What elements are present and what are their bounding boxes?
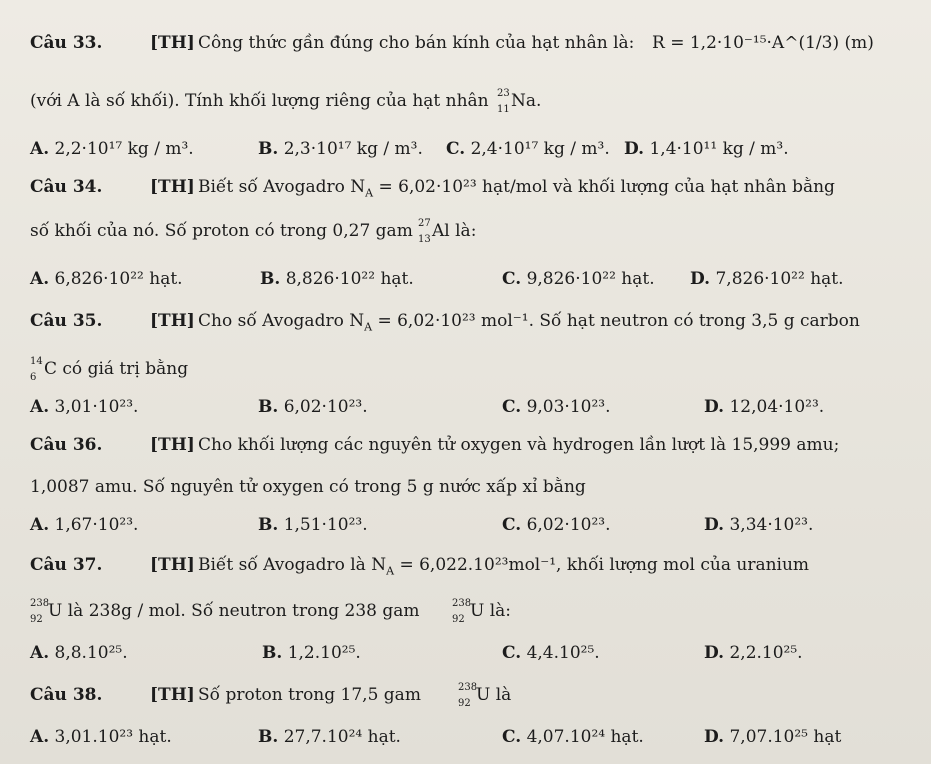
q38-nuclide-z: 92 bbox=[458, 698, 471, 709]
q37-option-d-letter: D. bbox=[704, 643, 725, 663]
q38-option-b-letter: B. bbox=[258, 727, 279, 747]
q38-option-c bbox=[502, 726, 644, 748]
q35-option-b bbox=[258, 396, 368, 418]
q33-option-a-text: 2,2·10¹⁷ kg / m³. bbox=[54, 139, 194, 159]
q33-option-b-text: 2,3·10¹⁷ kg / m³. bbox=[283, 139, 423, 159]
q38-option-a bbox=[30, 726, 172, 748]
q33-option-a bbox=[30, 138, 194, 160]
q35-option-d-text: 12,04·10²³. bbox=[729, 397, 825, 417]
q38-stem: Số proton trong 17,5 gam bbox=[198, 685, 421, 705]
q33-nuclide bbox=[497, 88, 542, 115]
q34-number: Câu 34. bbox=[30, 177, 103, 197]
q36-option-b bbox=[258, 514, 368, 536]
q33-number: Câu 33. bbox=[30, 33, 103, 53]
q37-number: Câu 37. bbox=[30, 555, 103, 575]
q36-option-a-text: 1,67·10²³. bbox=[54, 515, 139, 535]
q34-option-d bbox=[690, 268, 844, 290]
q38-option-d bbox=[704, 726, 841, 748]
q34-option-a bbox=[30, 268, 183, 290]
q37-option-a-text: 8,8.10²⁵. bbox=[54, 643, 128, 663]
q36-option-b-text: 1,51·10²³. bbox=[283, 515, 368, 535]
q35-stem-b: = 6,02·10²³ mol⁻¹. Số hạt neutron có trong 3,5 g carbon bbox=[372, 311, 860, 331]
q33-option-c-text: 2,4·10¹⁷ kg / m³. bbox=[470, 139, 610, 159]
q38-nuclide-mass: 238 bbox=[458, 682, 478, 693]
q37-stem-a: Biết số Avogadro là N bbox=[198, 555, 387, 575]
q36-stem-line2-text: 1,0087 amu. Số nguyên tử oxygen có trong 5 g nước xấp xỉ bằng bbox=[30, 477, 586, 497]
q35-stem-a: Cho số Avogadro N bbox=[198, 311, 365, 331]
q35-number: Câu 35. bbox=[30, 311, 103, 331]
q34-stem bbox=[198, 176, 835, 198]
q37-nuclide2-symbol: U là: bbox=[470, 601, 512, 621]
q33-stem-line2-text: (với A là số khối). Tính khối lượng riêng của hạt nhân bbox=[30, 91, 489, 111]
q37-nuclide2 bbox=[452, 598, 512, 625]
q38-option-b-text: 27,7.10²⁴ hạt. bbox=[283, 727, 401, 747]
q36-option-c bbox=[502, 514, 610, 536]
q34-stem-b: = 6,02·10²³ hạt/mol và khối lượng của hạt nhân bằng bbox=[373, 177, 835, 197]
q36-option-c-text: 6,02·10²³. bbox=[526, 515, 611, 535]
q34-nuclide-mass: 27 bbox=[418, 218, 431, 229]
q35-option-b-letter: B. bbox=[258, 397, 279, 417]
q36-option-a bbox=[30, 514, 138, 536]
q35-option-a bbox=[30, 396, 138, 418]
q35-option-c-letter: C. bbox=[502, 397, 522, 417]
q33-option-b bbox=[258, 138, 423, 160]
q34-option-d-text: 7,826·10²² hạt. bbox=[715, 269, 844, 289]
q38-option-d-letter: D. bbox=[704, 727, 725, 747]
q35-option-a-letter: A. bbox=[30, 397, 50, 417]
q37-stem-b: = 6,022.10²³mol⁻¹, khối lượng mol của uranium bbox=[394, 555, 810, 575]
q35-nuclide-z: 6 bbox=[30, 372, 37, 383]
q37-stem-sub: A bbox=[386, 564, 395, 578]
q34-option-b bbox=[260, 268, 414, 290]
q35-tag: [TH] bbox=[150, 311, 195, 331]
q35-nuclide bbox=[30, 356, 189, 383]
q35-option-a-text: 3,01·10²³. bbox=[54, 397, 139, 417]
q36-option-d-text: 3,34·10²³. bbox=[729, 515, 814, 535]
q38-option-c-letter: C. bbox=[502, 727, 522, 747]
q37-stem bbox=[198, 554, 809, 576]
q35-option-b-text: 6,02·10²³. bbox=[283, 397, 368, 417]
q37-option-a bbox=[30, 642, 128, 664]
q36-option-c-letter: C. bbox=[502, 515, 522, 535]
q33-option-b-letter: B. bbox=[258, 139, 279, 159]
q33-option-c-letter: C. bbox=[446, 139, 466, 159]
q35-option-c-text: 9,03·10²³. bbox=[526, 397, 611, 417]
q35-stem-sub: A bbox=[364, 320, 373, 334]
q34-option-b-letter: B. bbox=[260, 269, 281, 289]
q33-nuclide-symbol: Na. bbox=[511, 91, 542, 111]
q38-number: Câu 38. bbox=[30, 685, 103, 705]
q35-nuclide-symbol: C có giá trị bằng bbox=[44, 359, 189, 379]
q34-option-c-letter: C. bbox=[502, 269, 522, 289]
q37-nuclide-mass: 238 bbox=[30, 598, 50, 609]
q33-option-d bbox=[624, 138, 789, 160]
q36-stem: Cho khối lượng các nguyên tử oxygen và hydrogen lần lượt là 15,999 amu; bbox=[198, 435, 840, 455]
q34-nuclide-z: 13 bbox=[418, 234, 431, 245]
q37-option-d-text: 2,2.10²⁵. bbox=[729, 643, 803, 663]
q33-nuclide-mass: 23 bbox=[497, 88, 510, 99]
q34-stem-line2-text: số khối của nó. Số proton có trong 0,27 gam bbox=[30, 221, 413, 241]
q33-option-d-text: 1,4·10¹¹ kg / m³. bbox=[649, 139, 789, 159]
q36-option-a-letter: A. bbox=[30, 515, 50, 535]
q37-nuclide-z: 92 bbox=[30, 614, 43, 625]
q34-stem-a: Biết số Avogadro N bbox=[198, 177, 366, 197]
q37-nuclide bbox=[30, 598, 420, 625]
q38-option-b bbox=[258, 726, 401, 748]
q35-option-d-letter: D. bbox=[704, 397, 725, 417]
q38-option-a-letter: A. bbox=[30, 727, 50, 747]
q34-tag: [TH] bbox=[150, 177, 195, 197]
q38-nuclide bbox=[458, 682, 512, 709]
q37-option-c bbox=[502, 642, 600, 664]
q38-nuclide-symbol: U là bbox=[476, 685, 512, 705]
q36-option-d-letter: D. bbox=[704, 515, 725, 535]
q33-option-a-letter: A. bbox=[30, 139, 50, 159]
q37-tag: [TH] bbox=[150, 555, 195, 575]
q38-option-d-text: 7,07.10²⁵ hạt bbox=[729, 727, 842, 747]
q33-tag: [TH] bbox=[150, 33, 195, 53]
q35-nuclide-mass: 14 bbox=[30, 356, 43, 367]
q33-stem: Công thức gần đúng cho bán kính của hạt nhân là: bbox=[198, 33, 635, 53]
q37-stem-line2-text: U là 238g / mol. Số neutron trong 238 gam bbox=[48, 601, 420, 621]
q34-option-a-letter: A. bbox=[30, 269, 50, 289]
q33-option-c bbox=[446, 138, 610, 160]
q38-tag: [TH] bbox=[150, 685, 195, 705]
q37-option-a-letter: A. bbox=[30, 643, 50, 663]
q33-option-d-letter: D. bbox=[624, 139, 645, 159]
q34-option-d-letter: D. bbox=[690, 269, 711, 289]
q35-option-d bbox=[704, 396, 824, 418]
q36-number: Câu 36. bbox=[30, 435, 103, 455]
q33-nuclide-z: 11 bbox=[497, 104, 510, 115]
q34-option-c bbox=[502, 268, 655, 290]
q36-option-d bbox=[704, 514, 813, 536]
q34-option-a-text: 6,826·10²² hạt. bbox=[54, 269, 183, 289]
q37-option-c-text: 4,4.10²⁵. bbox=[526, 643, 600, 663]
q37-option-b bbox=[262, 642, 361, 664]
q34-stem-sub: A bbox=[365, 186, 374, 200]
q37-nuclide2-mass: 238 bbox=[452, 598, 472, 609]
q34-nuclide bbox=[418, 218, 477, 245]
q37-option-b-text: 1,2.10²⁵. bbox=[287, 643, 361, 663]
q34-option-c-text: 9,826·10²² hạt. bbox=[526, 269, 655, 289]
q36-option-b-letter: B. bbox=[258, 515, 279, 535]
q36-tag: [TH] bbox=[150, 435, 195, 455]
q38-option-a-text: 3,01.10²³ hạt. bbox=[54, 727, 172, 747]
q34-nuclide-symbol: Al là: bbox=[432, 221, 477, 241]
q33-formula: R = 1,2·10⁻¹⁵·A^(1/3) (m) bbox=[652, 33, 874, 53]
q37-nuclide2-z: 92 bbox=[452, 614, 465, 625]
q34-option-b-text: 8,826·10²² hạt. bbox=[285, 269, 414, 289]
q37-option-d bbox=[704, 642, 803, 664]
q37-option-c-letter: C. bbox=[502, 643, 522, 663]
q35-stem bbox=[198, 310, 860, 332]
q37-option-b-letter: B. bbox=[262, 643, 283, 663]
q38-option-c-text: 4,07.10²⁴ hạt. bbox=[526, 727, 644, 747]
q35-option-c bbox=[502, 396, 610, 418]
